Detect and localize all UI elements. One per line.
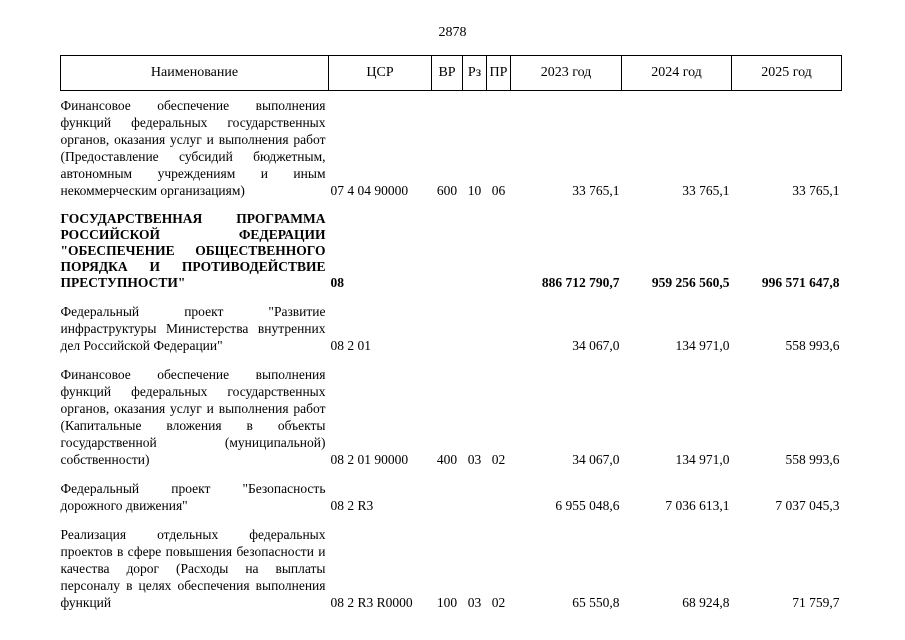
row-pr xyxy=(487,205,511,297)
header-vr: ВР xyxy=(432,56,463,91)
table-row xyxy=(61,520,842,617)
row-2024: 134 971,0 xyxy=(675,338,730,353)
table-row xyxy=(61,91,842,206)
row-rz xyxy=(463,474,487,520)
row-2025: 7 037 045,3 xyxy=(775,498,840,513)
row-name: ГОСУДАРСТВЕННАЯ ПРОГРАММА РОССИЙСКОЙ ФЕДЕРАЦИИ "ОБЕСПЕЧЕНИЕ ОБЩЕСТВЕННОГО ПОРЯДКА И ПРОТИВОДЕЙСТВИЕ ПРЕСТУПНОСТИ" xyxy=(60,211,326,290)
row-2024: 959 256 560,5 xyxy=(651,275,730,290)
row-rz: 03 xyxy=(467,452,482,467)
table-row xyxy=(61,297,842,360)
header-rz: Рз xyxy=(463,56,487,91)
row-name: Финансовое обеспечение выполнения функций федеральных государственных органов, оказания услуг и выполнения работ (Предоставление субсидий бюджетным, автономным учреждениям и иным некоммерческим организациям) xyxy=(60,98,326,198)
row-pr xyxy=(487,297,511,360)
table-header-row xyxy=(61,56,842,91)
row-2025: 71 759,7 xyxy=(792,595,840,610)
row-2025: 558 993,6 xyxy=(785,452,840,467)
row-2023: 33 765,1 xyxy=(572,183,620,198)
row-vr: 400 xyxy=(436,452,458,467)
row-pr: 02 xyxy=(491,595,506,610)
row-2023: 34 067,0 xyxy=(572,338,620,353)
row-pr xyxy=(487,474,511,520)
row-2024: 134 971,0 xyxy=(675,452,730,467)
row-csr: 08 2 01 90000 xyxy=(330,452,409,467)
header-pr: ПР xyxy=(487,56,511,91)
row-csr: 08 2 R3 R0000 xyxy=(330,595,413,610)
row-rz: 10 xyxy=(467,183,482,198)
row-2025: 33 765,1 xyxy=(792,183,840,198)
row-rz xyxy=(463,297,487,360)
row-name: Финансовое обеспечение выполнения функций федеральных государственных органов, оказания услуг и выполнения работ (Капитальные вложения в объекты государственной (муниципальной) собственности) xyxy=(60,367,326,467)
header-name: Наименование xyxy=(61,56,329,91)
row-2023: 886 712 790,7 xyxy=(541,275,620,290)
row-2023: 34 067,0 xyxy=(572,452,620,467)
row-name: Федеральный проект "Безопасность дорожного движения" xyxy=(60,481,326,513)
table-row xyxy=(61,474,842,520)
row-pr: 06 xyxy=(491,183,506,198)
header-2023: 2023 год xyxy=(511,56,622,91)
row-pr: 02 xyxy=(491,452,506,467)
row-csr: 07 4 04 90000 xyxy=(330,183,409,198)
header-csr: ЦСР xyxy=(329,56,432,91)
row-vr: 100 xyxy=(436,595,458,610)
row-2024: 68 924,8 xyxy=(682,595,730,610)
row-2024: 33 765,1 xyxy=(682,183,730,198)
row-name: Реализация отдельных федеральных проектов в сфере повышения безопасности и качества дорог (Расходы на выплаты персоналу в целях обеспечения выполнения функций xyxy=(60,527,326,610)
row-2023: 65 550,8 xyxy=(572,595,620,610)
row-name: Федеральный проект "Развитие инфраструктуры Министерства внутренних дел Российской Федерации" xyxy=(60,304,326,353)
row-rz: 03 xyxy=(467,595,482,610)
table-row xyxy=(61,360,842,474)
row-csr: 08 2 R3 xyxy=(330,498,374,513)
row-vr xyxy=(432,297,463,360)
row-csr: 08 2 01 xyxy=(330,338,371,353)
header-2025: 2025 год xyxy=(732,56,842,91)
row-2023: 6 955 048,6 xyxy=(555,498,620,513)
row-rz xyxy=(463,205,487,297)
row-2024: 7 036 613,1 xyxy=(665,498,730,513)
page-number: 2878 xyxy=(438,25,467,40)
row-2025: 558 993,6 xyxy=(785,338,840,353)
row-vr: 600 xyxy=(436,183,458,198)
row-vr xyxy=(432,205,463,297)
header-2024: 2024 год xyxy=(622,56,732,91)
row-vr xyxy=(432,474,463,520)
row-csr: 08 xyxy=(330,275,344,290)
budget-table xyxy=(60,55,842,617)
row-2025: 996 571 647,8 xyxy=(761,275,840,290)
table-row xyxy=(61,205,842,297)
